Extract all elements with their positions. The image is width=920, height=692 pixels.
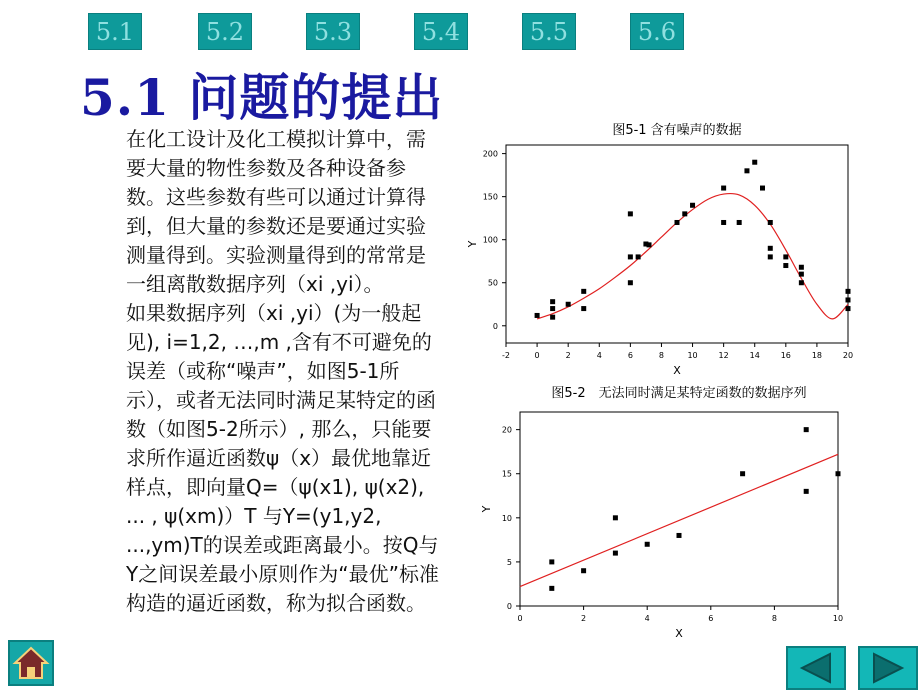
page-title: 5.1 问题的提出 (80, 68, 444, 127)
y-tick-label: 150 (482, 192, 498, 202)
x-tick-label: 10 (687, 351, 698, 360)
next-button[interactable] (858, 646, 918, 690)
x-tick-label: 8 (771, 614, 777, 623)
x-tick-label: 4 (596, 351, 602, 360)
y-tick-label: 5 (506, 557, 512, 567)
home-button[interactable] (8, 640, 54, 686)
x-tick-label: 0 (517, 614, 523, 623)
data-point (690, 203, 695, 208)
tab-5-3[interactable]: 5.3 (306, 13, 360, 50)
data-point (647, 242, 652, 247)
data-point (550, 299, 555, 304)
body-text (68, 125, 443, 618)
x-tick-label: 18 (811, 351, 823, 360)
data-point (682, 211, 687, 216)
data-point (613, 551, 618, 556)
x-tick-label: 12 (718, 351, 729, 360)
x-axis-label: X (675, 627, 683, 640)
x-tick-label: 2 (565, 351, 571, 360)
data-point (550, 315, 555, 320)
data-point (550, 306, 555, 311)
data-point (799, 265, 804, 270)
plot-frame (520, 412, 838, 606)
y-axis-label: Y (480, 505, 493, 513)
paragraph-1-formula: （xi ,yi）。 (286, 272, 384, 296)
data-point (846, 306, 851, 311)
y-tick-label: 200 (482, 149, 498, 159)
data-point (760, 186, 765, 191)
data-point (783, 254, 788, 259)
data-point (768, 220, 773, 225)
plot-frame (506, 145, 848, 343)
x-tick-label: 6 (708, 614, 714, 623)
chart-title: 图5-1 含有噪声的数据 (612, 123, 742, 138)
x-tick-label: 2 (581, 614, 587, 623)
data-point (721, 220, 726, 225)
x-tick-label: 6 (627, 351, 633, 360)
y-tick-label: 100 (482, 235, 498, 245)
data-point (846, 297, 851, 302)
data-point (740, 471, 745, 476)
data-point (737, 220, 742, 225)
x-tick-label: 4 (644, 614, 650, 623)
triangle-left-icon (788, 648, 844, 688)
data-point (799, 272, 804, 277)
data-point (799, 280, 804, 285)
x-tick-label: 0 (534, 351, 540, 360)
chart-title: 图5-2 无法同时满足某特定函数的数据序列 (551, 386, 807, 401)
data-point (846, 289, 851, 294)
tab-5-6[interactable]: 5.6 (630, 13, 684, 50)
x-tick-label: 8 (658, 351, 665, 360)
data-point (636, 254, 641, 259)
y-tick-label: 0 (492, 321, 498, 331)
data-point (804, 489, 809, 494)
prev-button[interactable] (786, 646, 846, 690)
data-point (535, 313, 540, 318)
x-tick-label: 14 (749, 351, 760, 360)
paragraph-1 (68, 125, 443, 299)
y-tick-label: 0 (506, 602, 512, 611)
fit-line (520, 454, 838, 586)
y-tick-label: 20 (501, 425, 512, 435)
chart-linear-fit (458, 378, 878, 640)
y-tick-label: 50 (487, 278, 498, 288)
home-icon (10, 642, 52, 684)
data-point (677, 533, 682, 538)
data-point (581, 306, 586, 311)
tab-5-5[interactable]: 5.5 (522, 13, 576, 50)
x-tick-label: -2 (502, 351, 510, 360)
data-point (744, 168, 749, 173)
data-point (549, 586, 554, 591)
data-point (628, 254, 633, 259)
data-point (581, 568, 586, 573)
triangle-right-icon (860, 648, 916, 688)
y-tick-label: 10 (501, 513, 512, 523)
data-point (768, 246, 773, 251)
y-tick-label: 15 (501, 469, 512, 479)
x-axis-label: X (673, 364, 681, 377)
fit-line (537, 194, 848, 319)
tab-5-4[interactable]: 5.4 (414, 13, 468, 50)
chart-noisy-data (458, 115, 868, 377)
x-tick-label: 10 (832, 614, 844, 623)
paragraph-2: 如果数据序列（xi ,yi）(为一般起见), i=1,2, …,m ,含有不可避免的误差（或称“噪声”，如图5-1所示），或者无法同时满足某特定的函数（如图5-2所示）, 那么，只能要求所作逼近函数ψ（x）最优地靠近样点，即向量Q=（ψ(x1), ψ(x2), ... , ψ(xm)）T 与Y=(y1,y2, ...,ym)T的误差或距离最小。按Q与Y之间误差最小原则作为“最优”标准构造的逼近函数，称为拟合函数。 (126, 301, 439, 615)
data-point (836, 471, 841, 476)
data-point (804, 427, 809, 432)
data-point (549, 559, 554, 564)
data-point (721, 186, 726, 191)
y-axis-label: Y (466, 240, 479, 248)
data-point (628, 280, 633, 285)
data-point (645, 542, 650, 547)
tab-5-2[interactable]: 5.2 (198, 13, 252, 50)
data-point (613, 515, 618, 520)
data-point (783, 263, 788, 268)
tab-5-1[interactable]: 5.1 (88, 13, 142, 50)
data-point (581, 289, 586, 294)
x-tick-label: 16 (780, 351, 791, 360)
paragraph-1-text: 在化工设计及化工模拟计算中，需要大量的物性参数及各种设备参数。这些参数有些可以通过计算得到，但大量的参数还是要通过实验测量得到。实验测量得到的常常是一组离散数据序列 (126, 127, 426, 296)
data-point (675, 220, 680, 225)
data-point (768, 254, 773, 259)
data-point (566, 302, 571, 307)
data-point (628, 211, 633, 216)
data-point (752, 160, 757, 165)
x-tick-label: 20 (842, 351, 854, 360)
